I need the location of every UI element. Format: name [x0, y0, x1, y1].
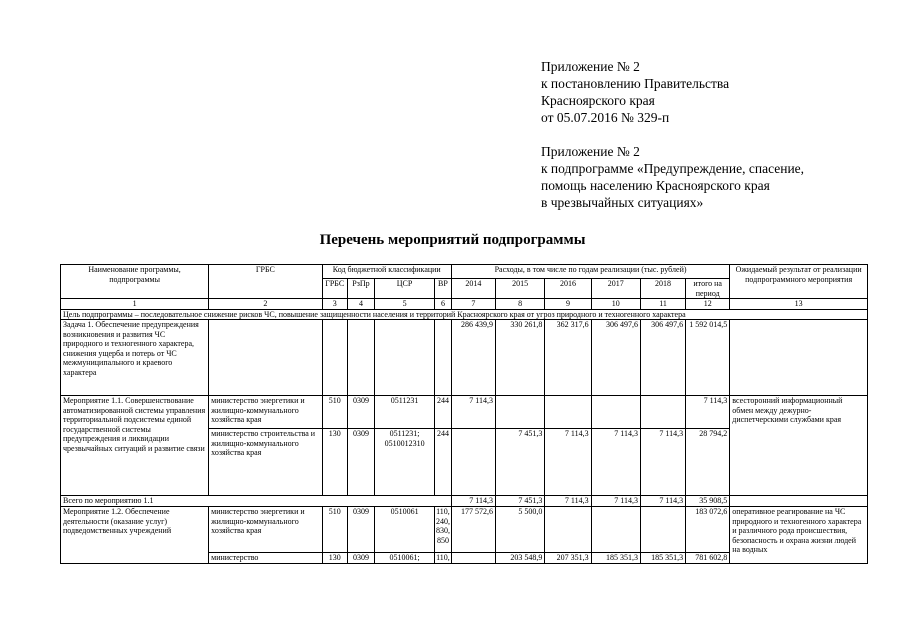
header-line: Приложение № 2	[541, 144, 640, 159]
col-number: 12	[686, 299, 730, 310]
col-number: 3	[322, 299, 347, 310]
head-sub: 2016	[545, 279, 591, 299]
measure-1-1-result: всесторонний информационный обмен между дежурно-диспетчерскими службами края	[730, 396, 868, 496]
total-1-1-2018: 7 114,3	[640, 496, 685, 507]
task-1-2014: 286 439,9	[451, 320, 495, 396]
measure-1-2-2015-2: 203 548,9	[495, 553, 544, 564]
header-line: от 05.07.2016 № 329-п	[541, 110, 670, 125]
col-number: 8	[495, 299, 544, 310]
col-number: 11	[640, 299, 685, 310]
measure-1-1-csr: 0511231	[375, 396, 435, 429]
measure-1-2-2014-2	[451, 553, 495, 564]
head-sub: 2015	[495, 279, 544, 299]
col-number: 6	[435, 299, 452, 310]
measure-1-1-g-2: 130	[322, 429, 347, 496]
task-1-2017: 306 497,6	[591, 320, 640, 396]
measure-1-2-g-2: 130	[322, 553, 347, 564]
head-sub: ВР	[435, 279, 452, 299]
measure-1-1-total-2: 28 794,2	[686, 429, 730, 496]
measure-1-2-2016	[545, 507, 591, 553]
measure-1-2-rz: 0309	[347, 507, 374, 553]
col-number: 5	[375, 299, 435, 310]
measure-1-1-2017-2: 7 114,3	[591, 429, 640, 496]
measure-1-1-2015-2: 7 451,3	[495, 429, 544, 496]
task-1-total: 1 592 014,5	[686, 320, 730, 396]
goal-row: Цель подпрограммы – последовательное снижение рисков ЧС, повышение защищенности населения и территорий Красноярского края от угроз природного и техногенного характера	[61, 309, 868, 320]
head-expenses: Расходы, в том числе по годам реализации (тыс. рублей)	[451, 265, 729, 279]
document-title: Перечень мероприятий подпрограммы	[319, 232, 586, 248]
head-sub: ЦСР	[375, 279, 435, 299]
measure-1-2-csr: 0510061	[375, 507, 435, 553]
col-number: 10	[591, 299, 640, 310]
header-line: Приложение № 2	[541, 59, 640, 74]
measure-1-1-2015	[495, 396, 544, 429]
measure-1-1-name: Мероприятие 1.1. Совершенствование автоматизированной системы управления территориальной подсистемы единой государственной системы предупреждения и ликвидации чрезвычайных ситуаций и развитие связи	[61, 396, 209, 496]
head-code: Код бюджетной классификации	[322, 265, 451, 279]
total-1-1-2017: 7 114,3	[591, 496, 640, 507]
header-line: в чрезвычайных ситуациях»	[541, 195, 704, 210]
measure-1-1-vr: 244	[435, 396, 452, 429]
measure-1-2-2016-2: 207 351,3	[545, 553, 591, 564]
total-1-1-2015: 7 451,3	[495, 496, 544, 507]
activities-table	[60, 264, 868, 564]
header-line: Красноярского края	[541, 93, 655, 108]
measure-1-2-csr-2: 0510061;	[375, 553, 435, 564]
measure-1-2-result: оперативное реагирование на ЧС природного и техногенного характера и различного рода происшествия, безопасность и охрана жизни людей на водных	[730, 507, 868, 564]
measure-1-2-grbs-2: министерство	[209, 553, 322, 564]
measure-1-1-g: 510	[322, 396, 347, 429]
head-grbs: ГРБС	[209, 265, 322, 299]
col-number: 13	[730, 299, 868, 310]
head-name: Наименование программы, подпрограммы	[61, 265, 209, 299]
header-line: к подпрограмме «Предупреждение, спасение,	[541, 161, 805, 176]
measure-1-1-2016	[545, 396, 591, 429]
measure-1-1-2016-2: 7 114,3	[545, 429, 591, 496]
head-sub: итого на период	[686, 279, 730, 299]
measure-1-1-2017	[591, 396, 640, 429]
head-sub: 2017	[591, 279, 640, 299]
measure-1-1-total: 7 114,3	[686, 396, 730, 429]
measure-1-1-csr-2: 0511231; 0510012310	[375, 429, 435, 496]
measure-1-2-2017	[591, 507, 640, 553]
measure-1-1-rz-2: 0309	[347, 429, 374, 496]
col-number: 2	[209, 299, 322, 310]
header-line: помощь населению Красноярского края	[541, 178, 770, 193]
total-1-1-2016: 7 114,3	[545, 496, 591, 507]
measure-1-2-2014: 177 572,6	[451, 507, 495, 553]
task-1-2018: 306 497,6	[640, 320, 685, 396]
measure-1-2-vr: 110, 240, 830, 850	[435, 507, 452, 553]
measure-1-1-grbs-2: министерство строительства и жилищно-коммунального хозяйства края	[209, 429, 322, 496]
measure-1-2-vr-2: 110,	[436, 553, 450, 562]
measure-1-2-total-2: 781 602,8	[686, 553, 730, 564]
col-number: 1	[61, 299, 209, 310]
task-1-2016: 362 317,6	[545, 320, 591, 396]
measure-1-1-2018-2: 7 114,3	[640, 429, 685, 496]
head-result: Ожидаемый результат от реализации подпрограммного мероприятия	[730, 265, 868, 299]
measure-1-2-2018-2: 185 351,3	[640, 553, 685, 564]
measure-1-1-vr-2: 244	[435, 429, 452, 496]
measure-1-1-2018	[640, 396, 685, 429]
measure-1-1-rz: 0309	[347, 396, 374, 429]
task-1-2015: 330 261,8	[495, 320, 544, 396]
head-sub: ГРБС	[322, 279, 347, 299]
measure-1-2-2017-2: 185 351,3	[591, 553, 640, 564]
head-sub: 2014	[451, 279, 495, 299]
total-1-1-label: Всего по мероприятию 1.1	[61, 496, 452, 507]
col-number: 4	[347, 299, 374, 310]
measure-1-1-2014: 7 114,3	[451, 396, 495, 429]
head-sub: РзПр	[347, 279, 374, 299]
measure-1-1-grbs: министерство энергетики и жилищно-коммунального хозяйства края	[209, 396, 322, 429]
document-header	[541, 58, 804, 211]
col-number: 9	[545, 299, 591, 310]
measure-1-2-name: Мероприятие 1.2. Обеспечение деятельности (оказание услуг) подведомственных учреждений	[61, 507, 209, 564]
total-1-1-2014: 7 114,3	[451, 496, 495, 507]
measure-1-2-grbs: министерство энергетики и жилищно-коммунального хозяйства края	[209, 507, 322, 553]
task-1-name: Задача 1. Обеспечение предупреждения возникновения и развития ЧС природного и техногенного характера, снижения ущерба и потерь от ЧС межмуниципального и краевого характера	[61, 320, 209, 396]
measure-1-2-rz-2: 0309	[347, 553, 374, 564]
measure-1-1-2014-2	[451, 429, 495, 496]
col-number: 7	[451, 299, 495, 310]
total-1-1-total: 35 908,5	[686, 496, 730, 507]
header-line: к постановлению Правительства	[541, 76, 730, 91]
measure-1-2-2018	[640, 507, 685, 553]
measure-1-2-g: 510	[322, 507, 347, 553]
measure-1-2-2015: 5 500,0	[495, 507, 544, 553]
measure-1-2-total: 183 072,6	[686, 507, 730, 553]
head-sub: 2018	[640, 279, 685, 299]
